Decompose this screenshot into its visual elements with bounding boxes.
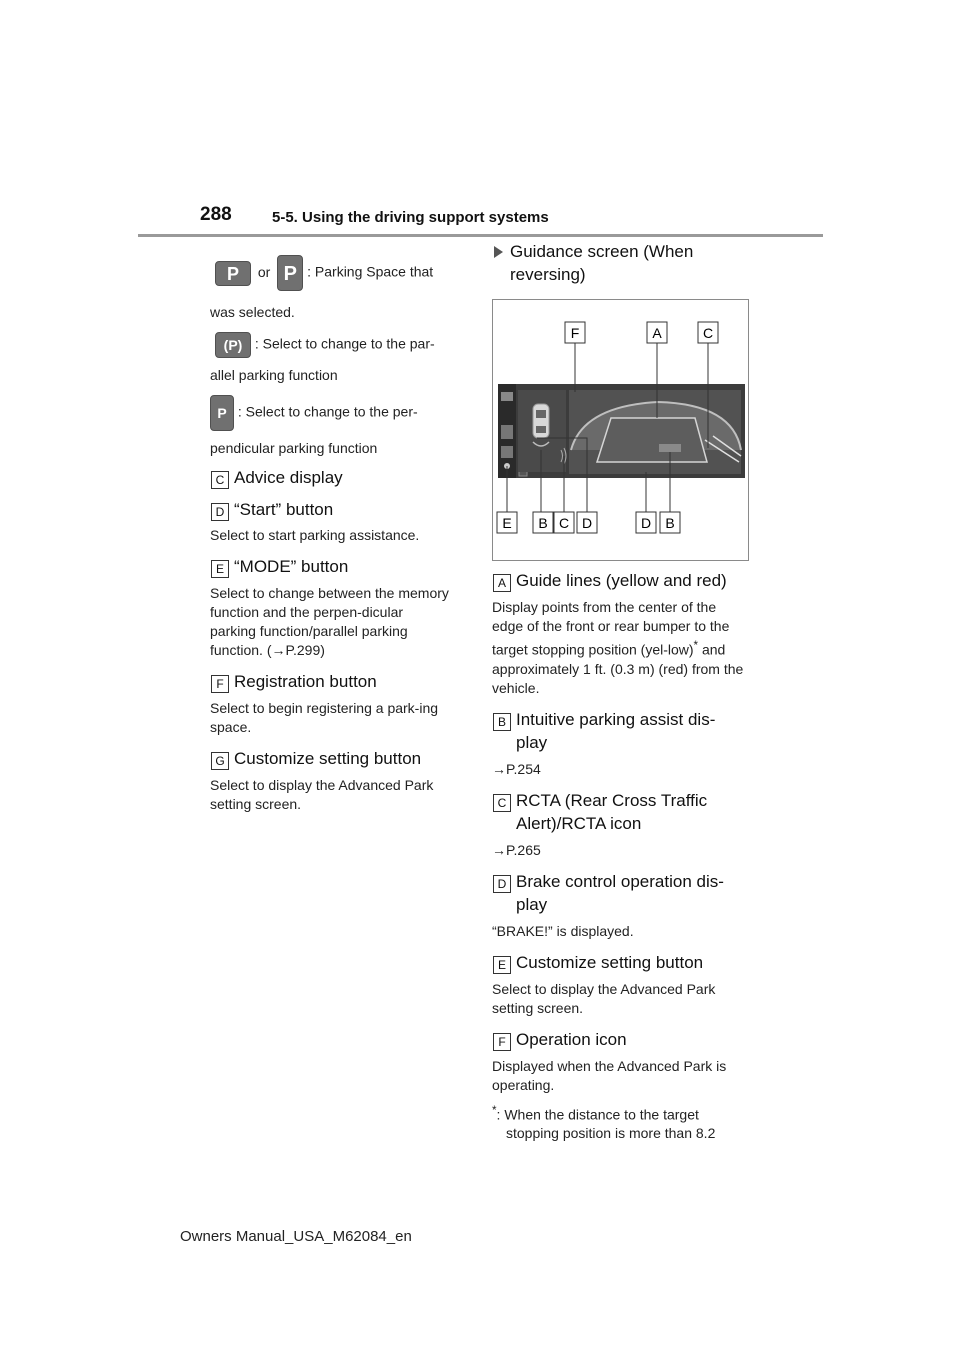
header-rule [138,234,823,237]
left-column [210,255,465,814]
item-title: “MODE” button [234,557,349,576]
vehicle-window [536,410,546,418]
label-badge: E [211,560,229,578]
heading-line-2: reversing) [510,265,586,284]
item-rcta [492,789,732,835]
item-customize-button [492,951,754,974]
footnote [492,1101,747,1144]
footnote-mark: * [492,1103,497,1117]
item-customize-button [210,747,465,770]
footnote-text: : When the distance to the target stopping position is more than 8.2 [496,1106,716,1142]
guidance-heading [492,240,754,286]
item-title: “Start” button [234,500,334,519]
sidebar-icon [501,425,513,439]
label-badge: D [211,503,229,521]
item-title: RCTA (Rear Cross Traffic Alert)/RCTA icon [516,790,708,833]
page-reference[interactable]: →P.265 [492,841,541,858]
item-mode-button [210,555,465,578]
parallel-text-cont: allel parking function [210,367,338,383]
item-start-button [210,498,465,521]
parking-space-icon-wide: P [215,261,251,286]
item-desc: Select to change between the memory function and the perpen-dicular parking function/parallel parking function. (→P.299) [210,585,449,658]
perpendicular-text-cont: pendicular parking function [210,440,378,456]
perpendicular-entry [210,395,465,431]
parallel-entry [210,332,465,358]
label-f: F [570,325,580,341]
page-reference[interactable]: →P.254 [492,760,541,777]
footnote-ref: * [693,639,699,652]
section-title: 5-5. Using the driving support systems [272,209,549,226]
heading-line-1: Guidance screen (When [510,242,694,261]
item-title: Registration button [234,672,377,691]
item-desc: Select to display the Advanced Park setting screen. [492,980,716,1016]
label-badge: E [493,956,511,974]
item-desc: Select to start parking assistance. [210,527,420,543]
guide-lines [597,418,707,462]
parking-space-entry [210,255,465,291]
right-column-items [492,569,754,1143]
perpendicular-parking-icon [210,395,234,431]
page-number: 288 [200,204,232,225]
sidebar-icon [501,392,513,401]
bullet-triangle-icon [494,246,503,258]
item-title: Intuitive parking assist dis-play [516,709,716,752]
item-intuitive-parking-assist [492,708,737,754]
desc-part-1: Display points from the center of the edge of the front or rear bumper to the target stopping position (yel-low) [492,599,730,658]
vehicle-window [536,426,546,433]
guidance-screen-figure [492,299,749,561]
label-badge: F [211,675,229,693]
label-badge: A [493,574,511,592]
parallel-parking-icon: (P) [215,332,251,358]
item-title: Operation icon [516,1029,627,1049]
label-badge: G [211,752,229,770]
guidance-screen-illustration [493,300,748,560]
label-b: B [538,515,548,531]
item-brake-control [492,870,737,916]
item-guide-lines [492,569,754,592]
parking-space-text: : Parking Space that [307,263,434,280]
item-title: Customize setting button [234,749,422,768]
item-title: Brake control operation dis-play [516,871,724,914]
label-c: C [558,515,570,531]
label-a: A [652,325,662,341]
perpendicular-icon-label: P [217,405,227,421]
parking-space-text-cont: was selected. [210,304,295,320]
parking-space-icon-tall: P [277,255,303,291]
item-desc: Displayed when the Advanced Park is operating. [492,1057,727,1093]
item-desc: Select to display the Advanced Park setting screen. [210,777,434,812]
right-column-heading [492,240,754,286]
label-badge: F [493,1033,511,1051]
parallel-text: : Select to change to the par- [254,335,435,352]
or-text: or [257,263,271,280]
label-b2: B [665,515,675,531]
label-d2: D [640,515,652,531]
label-badge: B [493,713,511,731]
footer-document-id: Owners Manual_USA_M62084_en [180,1228,412,1245]
item-registration-button [210,670,465,693]
label-d: D [581,515,593,531]
label-badge: C [493,794,511,812]
item-desc: “BRAKE!” is displayed. [492,922,634,939]
perpendicular-text: : Select to change to the per- [237,403,418,420]
label-badge: D [493,875,511,893]
item-title: Customize setting button [516,952,704,972]
item-advice-display [210,466,465,489]
sidebar-icon [501,446,513,458]
item-title: Advice display [234,468,343,487]
item-title: Guide lines (yellow and red) [516,571,727,590]
label-badge: C [211,471,229,489]
item-operation-icon [492,1028,754,1051]
label-c-top: C [702,325,714,341]
item-desc [492,598,747,698]
item-desc: Select to begin registering a park-ing space. [210,700,439,735]
label-e: E [502,515,512,531]
brake-display [659,444,681,452]
desc-part-2: and approximately 1 ft. (0.3 m) (red) from the vehicle. [492,641,744,696]
